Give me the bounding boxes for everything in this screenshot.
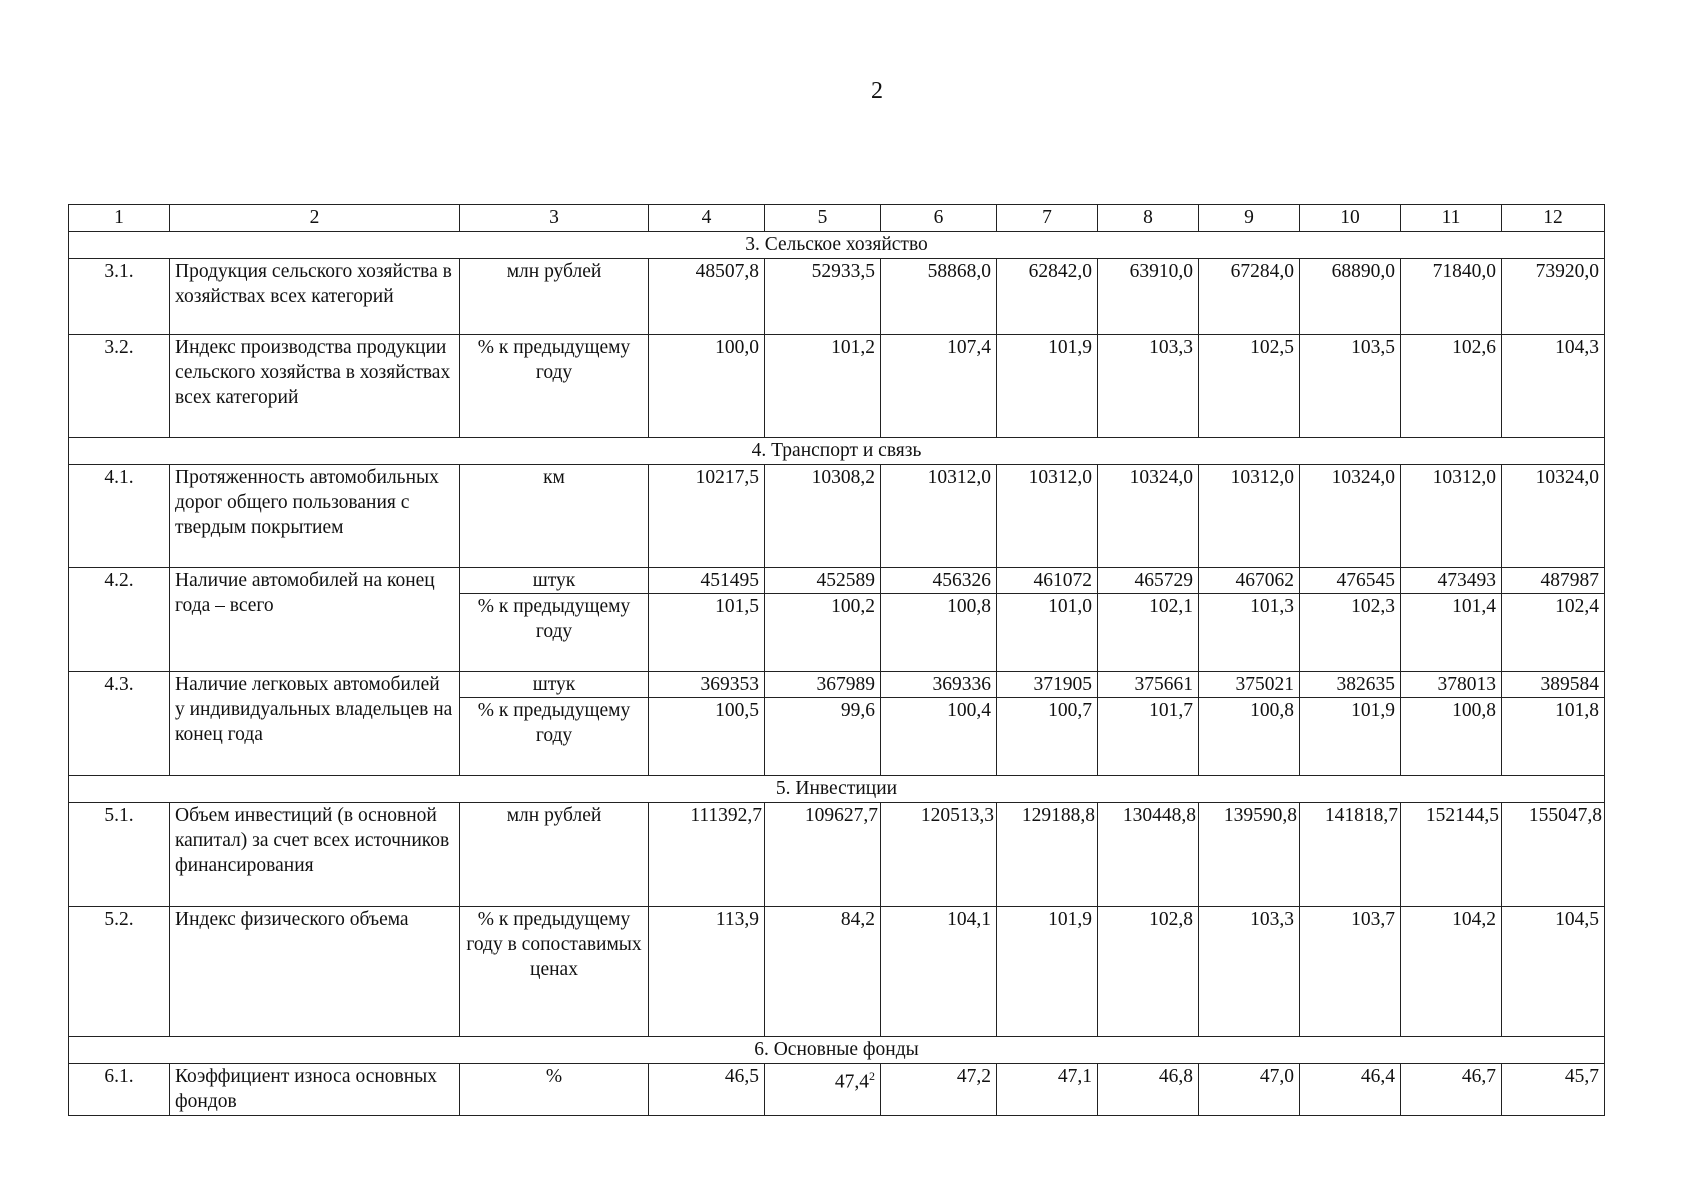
value-cell: 46,5 bbox=[649, 1064, 765, 1116]
value-cell: 101,8 bbox=[1502, 698, 1605, 776]
table-row bbox=[69, 907, 1605, 1037]
unit: % к предыдущему году bbox=[460, 698, 649, 776]
value-cell: 155047,8 bbox=[1502, 803, 1605, 907]
value-cell: 101,9 bbox=[997, 335, 1098, 438]
value-cell: 99,6 bbox=[765, 698, 881, 776]
value-cell: 104,3 bbox=[1502, 335, 1605, 438]
section-header-fixed-assets bbox=[69, 1037, 1605, 1064]
section-header-transport bbox=[69, 438, 1605, 465]
value-cell: 130448,8 bbox=[1098, 803, 1199, 907]
unit: % к предыдущему году в сопоставимых ценах bbox=[460, 907, 649, 1037]
value-cell: 101,2 bbox=[765, 335, 881, 438]
value-cell: 141818,7 bbox=[1300, 803, 1401, 907]
unit: % к предыдущему году bbox=[460, 594, 649, 672]
value-cell: 139590,8 bbox=[1199, 803, 1300, 907]
value-cell: 46,7 bbox=[1401, 1064, 1502, 1116]
value-cell: 465729 bbox=[1098, 568, 1199, 594]
unit: % к предыдущему году bbox=[460, 335, 649, 438]
table-row bbox=[69, 1064, 1605, 1116]
value-cell: 71840,0 bbox=[1401, 259, 1502, 335]
value-cell: 451495 bbox=[649, 568, 765, 594]
indicator-name: Объем инвестиций (в основной капитал) за счет всех источников финансирования bbox=[170, 803, 460, 907]
unit: штук bbox=[460, 672, 649, 698]
indicator-name: Индекс физического объема bbox=[170, 907, 460, 1037]
value-cell: 101,0 bbox=[997, 594, 1098, 672]
value-cell: 375021 bbox=[1199, 672, 1300, 698]
column-number: 4 bbox=[649, 205, 765, 232]
section-header-investment bbox=[69, 776, 1605, 803]
value-cell: 67284,0 bbox=[1199, 259, 1300, 335]
value-cell: 46,8 bbox=[1098, 1064, 1199, 1116]
value-cell: 46,4 bbox=[1300, 1064, 1401, 1116]
column-number: 9 bbox=[1199, 205, 1300, 232]
value-cell: 10217,5 bbox=[649, 465, 765, 568]
row-number: 5.1. bbox=[69, 803, 170, 907]
indicator-name: Индекс производства продукции сельского хозяйства в хозяйствах всех категорий bbox=[170, 335, 460, 438]
value-text: 47,4 bbox=[834, 1071, 869, 1093]
value-cell: 371905 bbox=[997, 672, 1098, 698]
value-cell: 10324,0 bbox=[1300, 465, 1401, 568]
value-cell: 10312,0 bbox=[1401, 465, 1502, 568]
value-cell: 101,7 bbox=[1098, 698, 1199, 776]
column-number: 8 bbox=[1098, 205, 1199, 232]
value-cell: 104,5 bbox=[1502, 907, 1605, 1037]
indicator-name: Наличие автомобилей на конец года – всего bbox=[170, 568, 460, 672]
value-cell: 104,2 bbox=[1401, 907, 1502, 1037]
page-number: 2 bbox=[871, 78, 883, 104]
value-cell: 68890,0 bbox=[1300, 259, 1401, 335]
value-cell: 104,1 bbox=[881, 907, 997, 1037]
column-number: 12 bbox=[1502, 205, 1605, 232]
value-cell: 52933,5 bbox=[765, 259, 881, 335]
value-cell: 369353 bbox=[649, 672, 765, 698]
value-cell: 389584 bbox=[1502, 672, 1605, 698]
value-cell: 467062 bbox=[1199, 568, 1300, 594]
indicator-name: Протяженность автомобильных дорог общего пользования с твердым покрытием bbox=[170, 465, 460, 568]
value-cell: 103,5 bbox=[1300, 335, 1401, 438]
value-cell: 100,8 bbox=[881, 594, 997, 672]
value-cell: 378013 bbox=[1401, 672, 1502, 698]
value-cell: 100,7 bbox=[997, 698, 1098, 776]
value-cell: 47,0 bbox=[1199, 1064, 1300, 1116]
value-cell: 456326 bbox=[881, 568, 997, 594]
value-cell: 113,9 bbox=[649, 907, 765, 1037]
column-number: 2 bbox=[170, 205, 460, 232]
table-row bbox=[69, 672, 1605, 698]
unit: км bbox=[460, 465, 649, 568]
column-number: 5 bbox=[765, 205, 881, 232]
column-number: 6 bbox=[881, 205, 997, 232]
indicator-name: Наличие легковых автомобилей у индивидуальных владельцев на конец года bbox=[170, 672, 460, 776]
statistics-table bbox=[68, 204, 1605, 1116]
value-cell: 101,5 bbox=[649, 594, 765, 672]
value-cell: 100,2 bbox=[765, 594, 881, 672]
column-number: 3 bbox=[460, 205, 649, 232]
value-cell: 369336 bbox=[881, 672, 997, 698]
value-cell: 101,9 bbox=[1300, 698, 1401, 776]
section-title: 3. Сельское хозяйство bbox=[69, 232, 1605, 259]
footnote-marker: 2 bbox=[869, 1069, 875, 1083]
value-cell: 109627,7 bbox=[765, 803, 881, 907]
value-cell: 152144,5 bbox=[1401, 803, 1502, 907]
table-row bbox=[69, 259, 1605, 335]
value-cell: 100,4 bbox=[881, 698, 997, 776]
value-cell: 101,4 bbox=[1401, 594, 1502, 672]
value-cell: 101,3 bbox=[1199, 594, 1300, 672]
value-cell: 382635 bbox=[1300, 672, 1401, 698]
value-cell: 102,3 bbox=[1300, 594, 1401, 672]
section-header-agriculture bbox=[69, 232, 1605, 259]
value-cell: 102,1 bbox=[1098, 594, 1199, 672]
unit: штук bbox=[460, 568, 649, 594]
value-cell: 102,5 bbox=[1199, 335, 1300, 438]
value-cell: 100,5 bbox=[649, 698, 765, 776]
value-cell: 103,7 bbox=[1300, 907, 1401, 1037]
value-cell: 45,7 bbox=[1502, 1064, 1605, 1116]
value-cell: 63910,0 bbox=[1098, 259, 1199, 335]
value-cell: 100,8 bbox=[1199, 698, 1300, 776]
column-number: 1 bbox=[69, 205, 170, 232]
value-cell: 103,3 bbox=[1199, 907, 1300, 1037]
value-cell: 10312,0 bbox=[881, 465, 997, 568]
value-cell: 47,1 bbox=[997, 1064, 1098, 1116]
indicator-name: Коэффициент износа основных фондов bbox=[170, 1064, 460, 1116]
unit: млн рублей bbox=[460, 803, 649, 907]
value-cell: 476545 bbox=[1300, 568, 1401, 594]
value-cell: 101,9 bbox=[997, 907, 1098, 1037]
unit: млн рублей bbox=[460, 259, 649, 335]
value-cell: 47,2 bbox=[881, 1064, 997, 1116]
value-cell: 10324,0 bbox=[1502, 465, 1605, 568]
value-cell: 10312,0 bbox=[1199, 465, 1300, 568]
value-cell: 10308,2 bbox=[765, 465, 881, 568]
value-cell: 487987 bbox=[1502, 568, 1605, 594]
table-row bbox=[69, 803, 1605, 907]
value-cell: 375661 bbox=[1098, 672, 1199, 698]
value-cell: 461072 bbox=[997, 568, 1098, 594]
row-number: 6.1. bbox=[69, 1064, 170, 1116]
value-cell: 107,4 bbox=[881, 335, 997, 438]
value-cell: 73920,0 bbox=[1502, 259, 1605, 335]
value-cell: 62842,0 bbox=[997, 259, 1098, 335]
value-cell: 102,4 bbox=[1502, 594, 1605, 672]
column-number: 7 bbox=[997, 205, 1098, 232]
section-title: 4. Транспорт и связь bbox=[69, 438, 1605, 465]
row-number: 4.1. bbox=[69, 465, 170, 568]
value-cell: 452589 bbox=[765, 568, 881, 594]
indicator-name: Продукция сельского хозяйства в хозяйствах всех категорий bbox=[170, 259, 460, 335]
table-row bbox=[69, 465, 1605, 568]
value-cell: 58868,0 bbox=[881, 259, 997, 335]
value-cell: 10312,0 bbox=[997, 465, 1098, 568]
row-number: 4.3. bbox=[69, 672, 170, 776]
column-number: 10 bbox=[1300, 205, 1401, 232]
unit: % bbox=[460, 1064, 649, 1116]
value-cell: 102,6 bbox=[1401, 335, 1502, 438]
row-number: 5.2. bbox=[69, 907, 170, 1037]
value-cell: 102,8 bbox=[1098, 907, 1199, 1037]
value-cell: 111392,7 bbox=[649, 803, 765, 907]
column-number-row bbox=[69, 205, 1605, 232]
value-cell: 129188,8 bbox=[997, 803, 1098, 907]
value-cell: 120513,3 bbox=[881, 803, 997, 907]
section-title: 5. Инвестиции bbox=[69, 776, 1605, 803]
row-number: 3.1. bbox=[69, 259, 170, 335]
section-title: 6. Основные фонды bbox=[69, 1037, 1605, 1064]
value-cell: 10324,0 bbox=[1098, 465, 1199, 568]
value-cell: 100,0 bbox=[649, 335, 765, 438]
value-cell: 473493 bbox=[1401, 568, 1502, 594]
row-number: 4.2. bbox=[69, 568, 170, 672]
column-number: 11 bbox=[1401, 205, 1502, 232]
value-cell: 84,2 bbox=[765, 907, 881, 1037]
value-cell: 100,8 bbox=[1401, 698, 1502, 776]
value-cell: 103,3 bbox=[1098, 335, 1199, 438]
row-number: 3.2. bbox=[69, 335, 170, 438]
table-row bbox=[69, 335, 1605, 438]
value-cell bbox=[765, 1064, 881, 1116]
value-cell: 367989 bbox=[765, 672, 881, 698]
value-cell: 48507,8 bbox=[649, 259, 765, 335]
table-row bbox=[69, 568, 1605, 594]
